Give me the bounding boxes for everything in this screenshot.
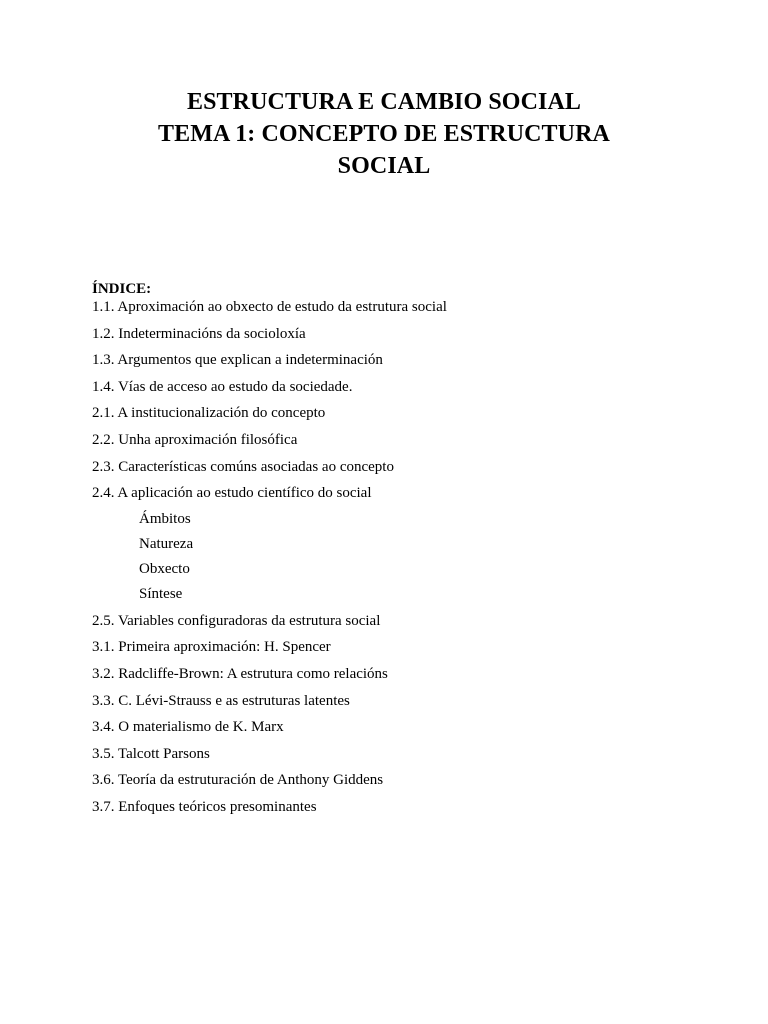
toc-item: 2.5. Variables configuradoras da estrutura social	[92, 612, 381, 629]
toc-item: 2.1. A institucionalización do concepto	[92, 405, 326, 422]
toc-item: 1.1. Aproximación ao obxecto de estudo da estrutura social	[92, 299, 447, 315]
toc-item: 1.3. Argumentos que explican a indeterminación	[92, 352, 383, 369]
toc-item: 3.6. Teoría da estruturación de Anthony Giddens	[92, 772, 384, 789]
toc-item: 3.4. O materialismo de K. Marx	[92, 719, 284, 736]
toc-item: 3.3. C. Lévi-Strauss e as estruturas latentes	[92, 692, 350, 709]
title-line: SOCIAL	[337, 153, 431, 179]
toc-item: 1.2. Indeterminacións da socioloxía	[92, 325, 306, 342]
toc-subitem: Ámbitos	[139, 511, 191, 528]
toc-item: 3.7. Enfoques teóricos presominantes	[92, 798, 317, 815]
toc-item: 2.4. A aplicación ao estudo científico do social	[92, 485, 372, 502]
toc-item: 2.3. Características comúns asociadas ao concepto	[92, 458, 394, 475]
toc-subitem: Obxecto	[139, 561, 190, 578]
toc-item: 3.2. Radcliffe-Brown: A estrutura como relacións	[92, 665, 388, 682]
document-title	[0, 86, 768, 182]
toc-subitem: Síntese	[139, 586, 183, 603]
toc-subitem: Natureza	[139, 536, 194, 553]
title-line: TEMA 1: CONCEPTO DE ESTRUCTURA	[158, 121, 610, 147]
toc-item: 1.4. Vías de acceso ao estudo da sociedade.	[92, 378, 353, 395]
title-line: ESTRUCTURA E CAMBIO SOCIAL	[186, 89, 581, 115]
table-of-contents	[92, 298, 447, 816]
index-heading: ÍNDICE:	[92, 281, 152, 297]
toc-item: 3.1. Primeira aproximación: H. Spencer	[92, 639, 331, 656]
toc-item: 2.2. Unha aproximación filosófica	[92, 431, 298, 448]
toc-item: 3.5. Talcott Parsons	[92, 745, 210, 762]
